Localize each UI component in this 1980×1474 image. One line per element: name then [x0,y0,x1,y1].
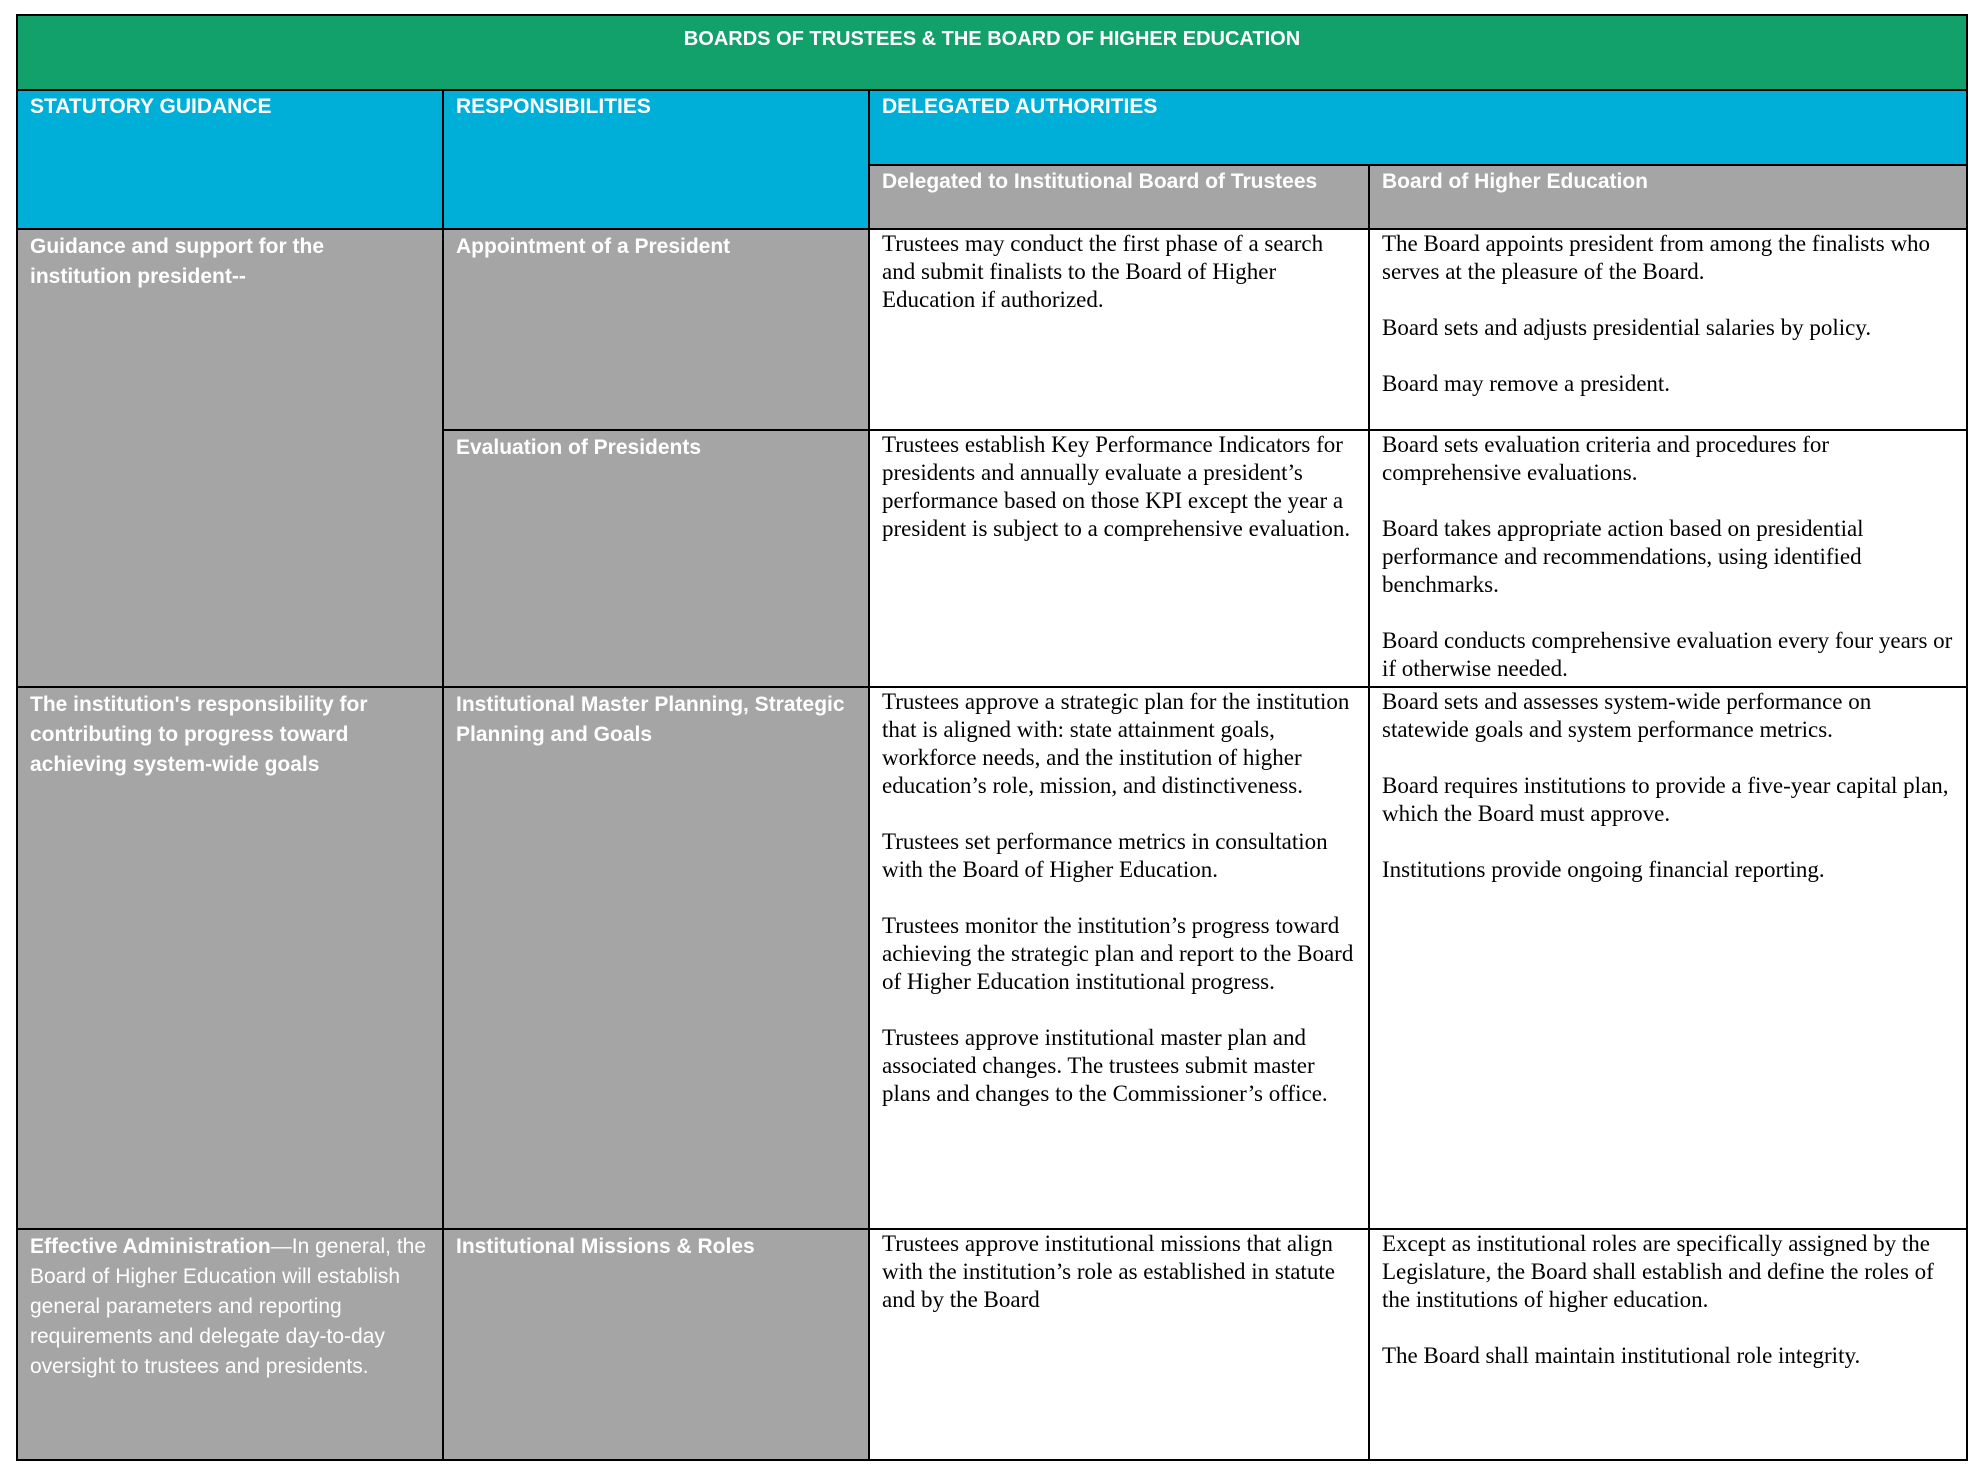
board-text: Board sets and adjusts presidential salaries by policy. [1382,315,1872,341]
table-row [17,1229,1967,1460]
board-text: The Board appoints president from among the finalists who serves at the pleasure of the Board. [1382,231,1931,285]
board-text: Board conducts comprehensive evaluation every four years or if otherwise needed. [1382,627,1953,681]
board-text: Board sets and assesses system-wide performance on statewide goals and system performance metrics. [1382,688,1872,742]
trustees-text: Trustees may conduct the first phase of a search and submit finalists to the Board of Higher Education if authorized. [882,231,1324,313]
board-text: Board requires institutions to provide a five-year capital plan, which the Board must approve. [1382,772,1949,826]
trustees-cell [869,430,1369,687]
guidance-cell [17,1229,443,1460]
subheader-trustees: Delegated to Institutional Board of Trustees [869,165,1369,229]
trustees-cell [869,1229,1369,1460]
responsibility-cell: Appointment of a President [443,229,869,429]
subheader-board: Board of Higher Education [1369,165,1967,229]
guidance-text: —In general, the Board of Higher Education will establish general parameters and reporting requirements and delegate day-to-day oversight to trustees and presidents. [30,1234,427,1378]
trustees-text: Trustees approve a strategic plan for the institution that is aligned with: state attainment goals, workforce needs, and the institution of higher education’s role, mission, and distinctiveness. [882,688,1350,798]
header-responsibilities: RESPONSIBILITIES [443,90,869,229]
board-cell [1369,229,1967,429]
trustees-text: Trustees approve institutional missions that align with the institution’s role as established in statute and by the Board [882,1230,1335,1312]
board-text: Board sets evaluation criteria and procedures for comprehensive evaluations. [1382,431,1830,485]
responsibility-cell: Institutional Master Planning, Strategic Planning and Goals [443,687,869,1229]
trustees-text: Trustees approve institutional master plan and associated changes. The trustees submit master plans and changes to the Commissioner’s office. [882,1024,1328,1106]
table-title: BOARDS OF TRUSTEES & THE BOARD OF HIGHER EDUCATION [17,15,1967,90]
trustees-text: Trustees set performance metrics in consultation with the Board of Higher Education. [882,828,1328,882]
table-row [17,687,1967,1229]
board-cell [1369,1229,1967,1460]
header-statutory-guidance: STATUTORY GUIDANCE [17,90,443,229]
guidance-cell: The institution's responsibility for contributing to progress toward achieving system-wide goals [17,687,443,1229]
guidance-lead: Effective Administration [30,1234,271,1258]
trustees-text: Trustees monitor the institution’s progress toward achieving the strategic plan and report to the Board of Higher Education institutional progress. [882,912,1354,994]
board-cell [1369,430,1967,687]
board-text: Board may remove a president. [1382,371,1671,397]
board-text: Except as institutional roles are specifically assigned by the Legislature, the Board shall establish and define the roles of the institutions of higher education. [1382,1230,1934,1312]
document-page [16,14,1966,1461]
board-text: Institutions provide ongoing financial reporting. [1382,856,1825,882]
trustees-text: Trustees establish Key Performance Indicators for presidents and annually evaluate a president’s performance based on those KPI except the year a president is subject to a comprehensive evaluation. [882,431,1351,541]
board-text: Board takes appropriate action based on presidential performance and recommendations, using identified benchmarks. [1382,515,1864,597]
responsibility-cell: Institutional Missions & Roles [443,1229,869,1460]
trustees-cell [869,229,1369,429]
table-row [17,229,1967,429]
trustees-cell [869,687,1369,1229]
board-text: The Board shall maintain institutional role integrity. [1382,1342,1861,1368]
guidance-cell: Guidance and support for the institution president-- [17,229,443,687]
header-delegated-authorities: DELEGATED AUTHORITIES [869,90,1967,165]
responsibility-cell: Evaluation of Presidents [443,430,869,687]
board-cell [1369,687,1967,1229]
authorities-table [16,14,1968,1461]
